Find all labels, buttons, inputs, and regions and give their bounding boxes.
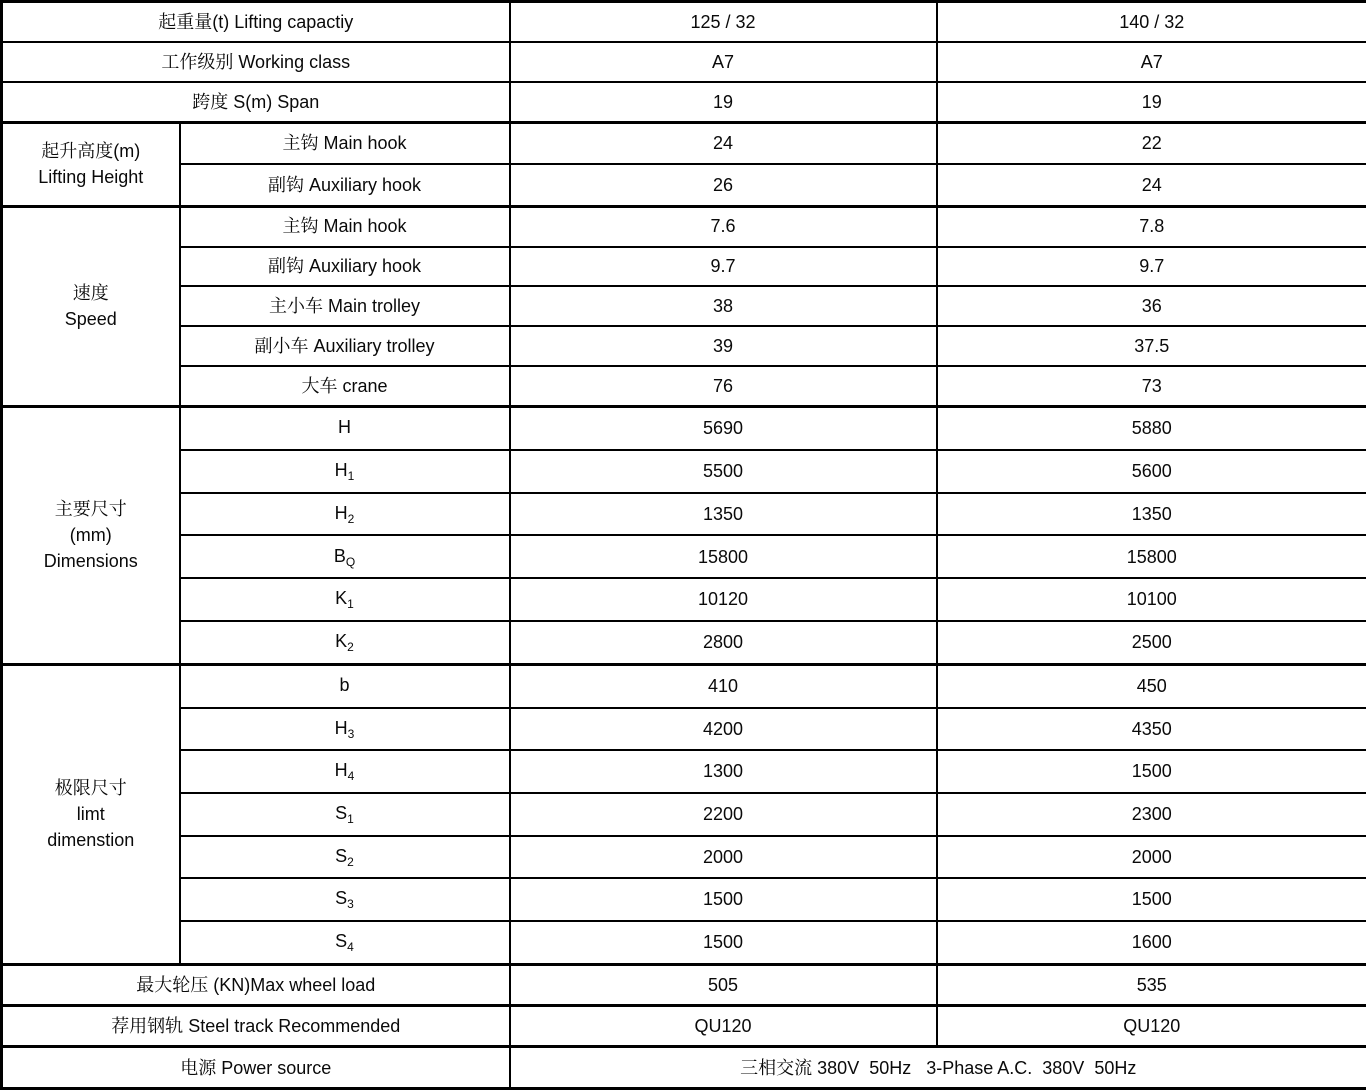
value-cell: 1500 bbox=[510, 921, 937, 964]
row-dim-K2 bbox=[2, 621, 1366, 664]
dim-symbol-cell bbox=[180, 578, 510, 621]
label-max-wheel-load: 最大轮压 (KN)Max wheel load bbox=[2, 964, 510, 1005]
value-cell: 38 bbox=[510, 286, 937, 326]
label-span: 跨度 S(m) Span bbox=[2, 82, 510, 123]
value-lifting-capacity-b: 140 / 32 bbox=[937, 2, 1366, 43]
value-cell: 1500 bbox=[510, 878, 937, 921]
row-dim-H1 bbox=[2, 450, 1366, 493]
row-dim-K1 bbox=[2, 578, 1366, 621]
value-span-a: 19 bbox=[510, 82, 937, 123]
row-working-class bbox=[2, 42, 1366, 82]
row-limit-S1 bbox=[2, 793, 1366, 836]
dim-symbol-sub: 4 bbox=[347, 940, 354, 955]
row-label-main-trolley: 主小车 Main trolley bbox=[180, 286, 510, 326]
group-label-line: 主要尺寸 bbox=[54, 499, 127, 520]
dim-symbol-sub: 3 bbox=[347, 897, 354, 912]
row-dim-H2 bbox=[2, 493, 1366, 536]
dim-symbol: B bbox=[333, 545, 346, 566]
value-cell: 22 bbox=[937, 122, 1366, 164]
value-cell: 1600 bbox=[937, 921, 1366, 964]
value-cell: 7.8 bbox=[937, 206, 1366, 247]
value-cell: 1350 bbox=[937, 493, 1366, 536]
value-cell: 2200 bbox=[510, 793, 937, 836]
value-max-wheel-load-b: 535 bbox=[937, 964, 1366, 1005]
group-label-speed bbox=[2, 206, 180, 407]
dim-symbol-sub: Q bbox=[345, 554, 356, 569]
group-label-lifting-height bbox=[2, 122, 180, 206]
row-limit-b bbox=[2, 664, 1366, 707]
value-cell: 2300 bbox=[937, 793, 1366, 836]
group-label-line: 速度 bbox=[72, 283, 109, 304]
group-label-line: dimenstion bbox=[47, 830, 135, 851]
row-label-aux-hook: 副钩 Auxiliary hook bbox=[180, 164, 510, 206]
value-cell: 26 bbox=[510, 164, 937, 206]
value-cell: 1350 bbox=[510, 493, 937, 536]
dim-symbol-cell bbox=[180, 535, 510, 578]
dim-symbol-cell bbox=[180, 664, 510, 707]
value-cell: 4350 bbox=[937, 708, 1366, 751]
value-cell: 24 bbox=[510, 122, 937, 164]
row-limit-S3 bbox=[2, 878, 1366, 921]
group-label-line: (mm) bbox=[69, 525, 112, 546]
row-speed-aux-trolley bbox=[2, 326, 1366, 366]
row-lifting-height-aux-hook bbox=[2, 164, 1366, 206]
value-cell: 5600 bbox=[937, 450, 1366, 493]
dim-symbol: S bbox=[335, 845, 348, 866]
dim-symbol: S bbox=[335, 931, 348, 952]
row-limit-H3 bbox=[2, 708, 1366, 751]
dim-symbol-cell bbox=[180, 493, 510, 536]
dim-symbol-cell bbox=[180, 836, 510, 879]
dim-symbol-sub: 2 bbox=[347, 511, 355, 526]
dim-symbol-sub: 1 bbox=[347, 469, 355, 484]
value-cell: 9.7 bbox=[510, 247, 937, 287]
row-limit-S4 bbox=[2, 921, 1366, 964]
dim-symbol-sub: 2 bbox=[347, 854, 354, 869]
value-steel-track-b: QU120 bbox=[937, 1006, 1366, 1047]
dim-symbol: S bbox=[335, 803, 348, 824]
value-lifting-capacity-a: 125 / 32 bbox=[510, 2, 937, 43]
row-max-wheel-load bbox=[2, 964, 1366, 1005]
row-label-main-hook: 主钩 Main hook bbox=[180, 122, 510, 164]
label-steel-track: 荐用钢轨 Steel track Recommended bbox=[2, 1006, 510, 1047]
dim-symbol-cell bbox=[180, 407, 510, 450]
label-lifting-capacity: 起重量(t) Lifting capactiy bbox=[2, 2, 510, 43]
value-cell: 5880 bbox=[937, 407, 1366, 450]
dim-symbol: H bbox=[334, 460, 348, 481]
value-cell: 10100 bbox=[937, 578, 1366, 621]
row-dim-BQ bbox=[2, 535, 1366, 578]
row-steel-track bbox=[2, 1006, 1366, 1047]
value-cell: 1500 bbox=[937, 750, 1366, 793]
row-lifting-height-main-hook bbox=[2, 122, 1366, 164]
value-cell: 2800 bbox=[510, 621, 937, 664]
dim-symbol-sub: 1 bbox=[347, 597, 354, 612]
label-working-class: 工作级别 Working class bbox=[2, 42, 510, 82]
dim-symbol: H bbox=[338, 417, 351, 438]
value-cell: 5690 bbox=[510, 407, 937, 450]
row-span bbox=[2, 82, 1366, 123]
group-label-line: 起升高度(m) bbox=[41, 141, 141, 162]
value-cell: 36 bbox=[937, 286, 1366, 326]
row-power-source bbox=[2, 1047, 1366, 1089]
dim-symbol: S bbox=[335, 888, 348, 909]
label-power-source: 电源 Power source bbox=[2, 1047, 510, 1089]
row-speed-aux-hook bbox=[2, 247, 1366, 287]
dim-symbol: K bbox=[335, 631, 348, 652]
value-power-source: 三相交流 380V 50Hz 3-Phase A.C. 380V 50Hz bbox=[510, 1047, 1366, 1089]
dim-symbol-sub: 2 bbox=[347, 640, 354, 655]
value-cell: 73 bbox=[937, 366, 1366, 407]
group-label-line: limt bbox=[76, 804, 105, 825]
row-speed-main-trolley bbox=[2, 286, 1366, 326]
row-lifting-capacity bbox=[2, 2, 1366, 43]
dim-symbol-cell bbox=[180, 708, 510, 751]
value-cell: 39 bbox=[510, 326, 937, 366]
value-steel-track-a: QU120 bbox=[510, 1006, 937, 1047]
group-label-line: 极限尺寸 bbox=[54, 778, 127, 799]
row-speed-crane bbox=[2, 366, 1366, 407]
dim-symbol: H bbox=[334, 717, 348, 738]
value-cell: 24 bbox=[937, 164, 1366, 206]
row-label-main-hook: 主钩 Main hook bbox=[180, 206, 510, 247]
value-cell: 76 bbox=[510, 366, 937, 407]
dim-symbol: b bbox=[339, 674, 350, 695]
value-cell: 15800 bbox=[510, 535, 937, 578]
value-cell: 9.7 bbox=[937, 247, 1366, 287]
row-label-aux-trolley: 副小车 Auxiliary trolley bbox=[180, 326, 510, 366]
dim-symbol-cell bbox=[180, 621, 510, 664]
value-cell: 1500 bbox=[937, 878, 1366, 921]
dim-symbol: H bbox=[334, 502, 348, 523]
row-label-aux-hook: 副钩 Auxiliary hook bbox=[180, 247, 510, 287]
row-label-crane: 大车 crane bbox=[180, 366, 510, 407]
dim-symbol-cell bbox=[180, 750, 510, 793]
value-cell: 7.6 bbox=[510, 206, 937, 247]
dim-symbol-sub: 1 bbox=[347, 812, 354, 827]
row-speed-main-hook bbox=[2, 206, 1366, 247]
dim-symbol-sub: 4 bbox=[347, 769, 355, 784]
dim-symbol-cell bbox=[180, 878, 510, 921]
group-label-main-dimensions bbox=[2, 407, 180, 665]
value-cell: 4200 bbox=[510, 708, 937, 751]
dim-symbol: H bbox=[334, 760, 348, 781]
value-cell: 15800 bbox=[937, 535, 1366, 578]
value-working-class-b: A7 bbox=[937, 42, 1366, 82]
group-label-limit-dimensions bbox=[2, 664, 180, 964]
dim-symbol: K bbox=[335, 588, 348, 609]
group-label-line: Speed bbox=[64, 309, 117, 330]
row-limit-H4 bbox=[2, 750, 1366, 793]
dim-symbol-cell bbox=[180, 921, 510, 964]
value-max-wheel-load-a: 505 bbox=[510, 964, 937, 1005]
value-cell: 10120 bbox=[510, 578, 937, 621]
value-working-class-a: A7 bbox=[510, 42, 937, 82]
value-cell: 2000 bbox=[510, 836, 937, 879]
group-label-line: Lifting Height bbox=[38, 167, 144, 188]
row-limit-S2 bbox=[2, 836, 1366, 879]
row-dim-H bbox=[2, 407, 1366, 450]
dim-symbol-cell bbox=[180, 450, 510, 493]
value-cell: 2000 bbox=[937, 836, 1366, 879]
value-cell: 450 bbox=[937, 664, 1366, 707]
group-label-line: Dimensions bbox=[43, 551, 138, 572]
dim-symbol-cell bbox=[180, 793, 510, 836]
value-span-b: 19 bbox=[937, 82, 1366, 123]
value-cell: 1300 bbox=[510, 750, 937, 793]
value-cell: 2500 bbox=[937, 621, 1366, 664]
value-cell: 410 bbox=[510, 664, 937, 707]
value-cell: 5500 bbox=[510, 450, 937, 493]
value-cell: 37.5 bbox=[937, 326, 1366, 366]
dim-symbol-sub: 3 bbox=[347, 726, 355, 741]
